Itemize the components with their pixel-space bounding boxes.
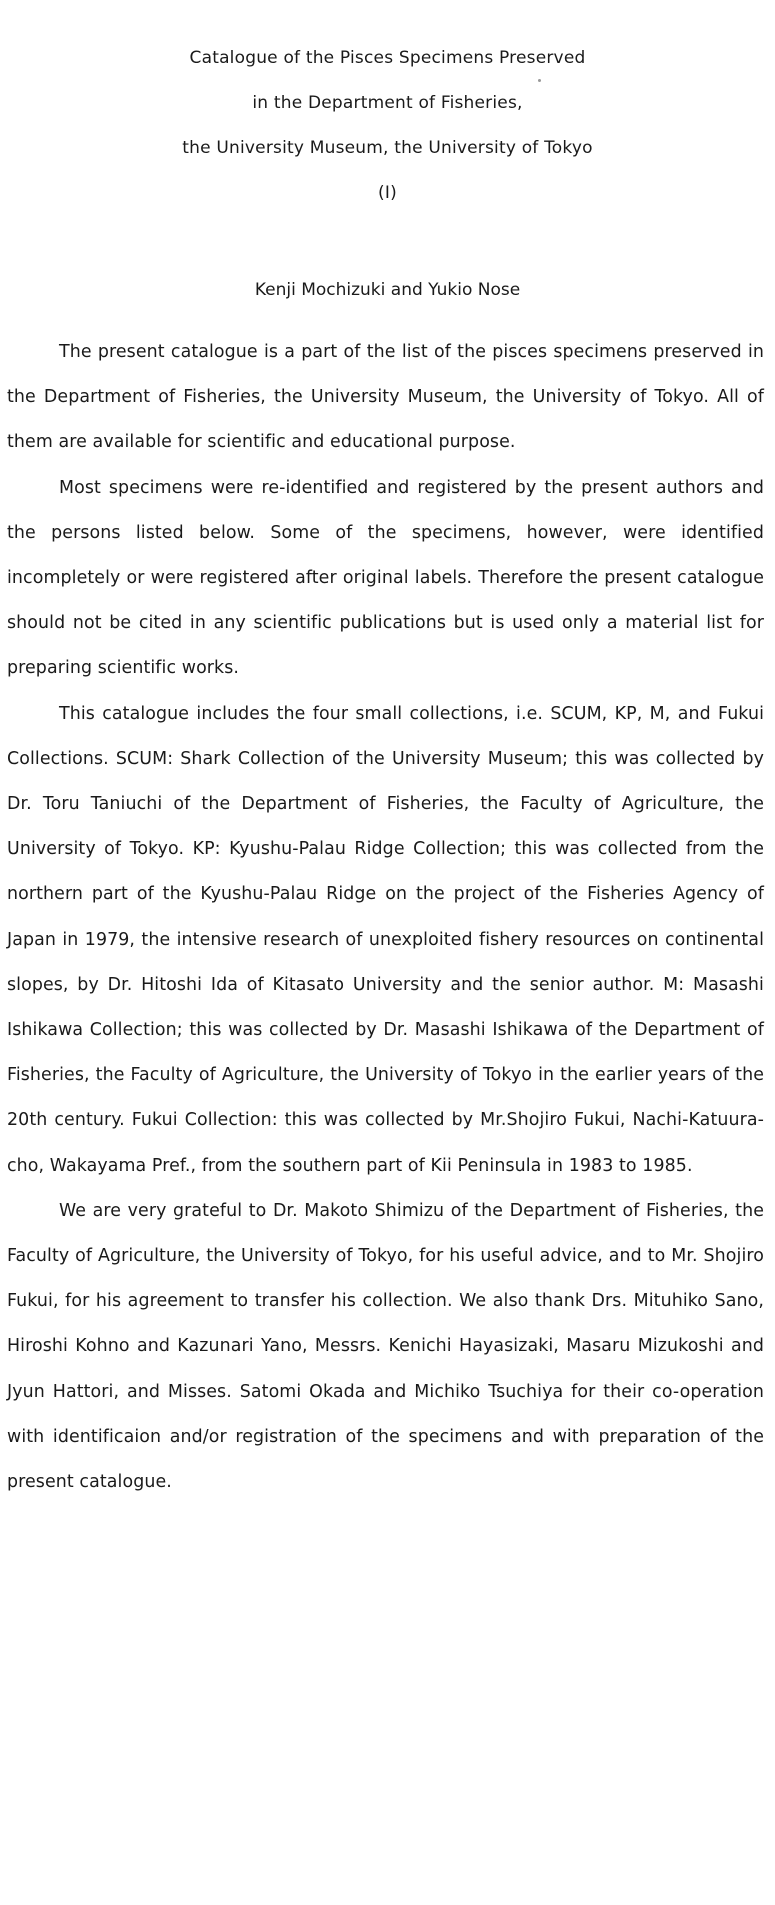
- title-line-3: the University Museum, the University of Tokyo: [182, 138, 593, 158]
- paragraph-acknowledgements: We are very grateful to Dr. Makoto Shimizu of the Department of Fisheries, the Faculty of Agriculture, the University of Tokyo, for his useful advice, and to Mr. Shojiro Fukui, for his agreement to transfer his collection. We also thank Drs. Mituhiko Sano, Hiroshi Kohno and Kazunari Yano, Messrs. Kenichi Hayasizaki, Masaru Mizukoshi and Jyun Hattori, and Misses. Satomi Okada and Michiko Tsuchiya for their co-operation with identificaion and/or registration of the specimens and with preparation of the present catalogue.: [7, 1200, 764, 1493]
- body-text: [7, 330, 764, 1505]
- title-line-1: Catalogue of the Pisces Specimens Preserved: [189, 48, 586, 68]
- paragraph-identification-note: Most specimens were re-identified and registered by the present authors and the persons listed below. Some of the specimens, however, were identified incompletely or were registered after original labels. Therefore the present catalogue should not be cited in any scientific publications but is used only a material list for preparing scientific works.: [7, 477, 764, 679]
- title-line-2: in the Department of Fisheries,: [252, 93, 523, 113]
- scan-speck: [538, 79, 541, 82]
- author-names: Kenji Mochizuki and Yukio Nose: [254, 280, 521, 300]
- paragraph-collections: This catalogue includes the four small collections, i.e. SCUM, KP, M, and Fukui Collections. SCUM: Shark Collection of the University Museum; this was collected by Dr. Toru Taniuchi of the Department of Fisheries, the Faculty of Agriculture, the University of Tokyo. KP: Kyushu-Palau Ridge Collection; this was collected from the northern part of the Kyushu-Palau Ridge on the project of the Fisheries Agency of Japan in 1979, the intensive research of unexploited fishery resources on continental slopes, by Dr. Hitoshi Ida of Kitasato University and the senior author. M: Masashi Ishikawa Collection; this was collected by Dr. Masashi Ishikawa of the Department of Fisheries, the Faculty of Agriculture, the University of Tokyo in the earlier years of the 20th century. Fukui Collection: this was collected by Mr.Shojiro Fukui, Nachi-Katuura-cho, Wakayama Pref., from the southern part of Kii Peninsula in 1983 to 1985.: [7, 703, 764, 1176]
- paragraph-introduction: The present catalogue is a part of the list of the pisces specimens preserved in the Department of Fisheries, the University Museum, the University of Tokyo. All of them are available for scientific and educational purpose.: [7, 342, 764, 453]
- catalogue-title: [0, 36, 775, 216]
- volume-number: (I): [378, 183, 397, 203]
